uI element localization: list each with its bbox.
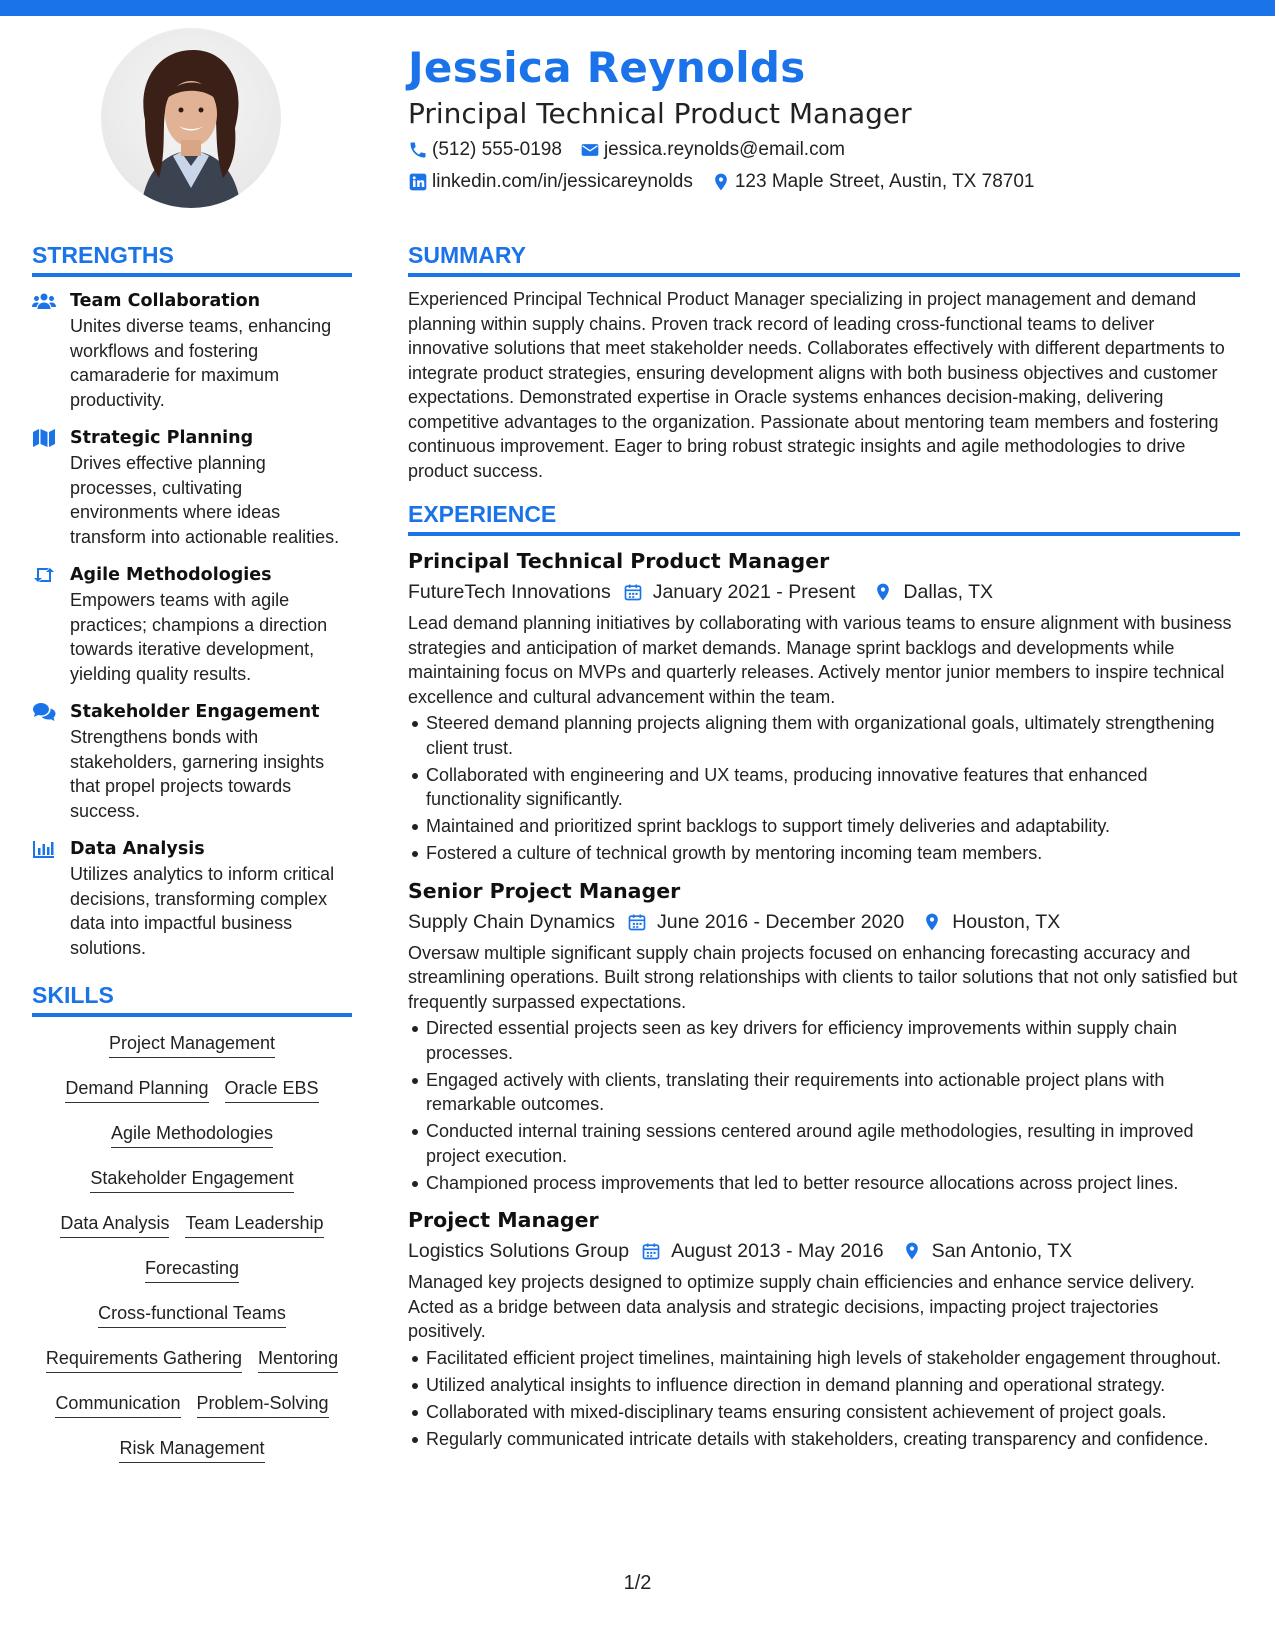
job-location [873, 577, 993, 607]
right-column [408, 240, 1240, 1454]
skill-tag: Requirements Gathering [46, 1346, 242, 1373]
job-entry [408, 546, 1240, 866]
job-location [902, 1236, 1073, 1266]
email-text[interactable]: jessica.reynolds@email.com [603, 139, 845, 160]
skill-row [32, 1436, 352, 1481]
strength-desc: Unites diverse teams, enhancing workflows and fostering camaraderie for maximum productivity. [70, 316, 332, 410]
job-company: Supply Chain Dynamics [408, 910, 616, 933]
job-description: Oversaw multiple significant supply chain projects focused on enhancing forecasting accuracy and streamlining operations. Built strong relationships with clients to tailor solutions that not only satisfied but frequently surpassed expectations. [408, 942, 1238, 1012]
skill-row [32, 1211, 352, 1256]
contact-address [711, 169, 1035, 195]
candidate-title: Principal Technical Product Manager [408, 97, 912, 130]
location-pin-icon [873, 582, 893, 602]
skill-tag: Stakeholder Engagement [90, 1166, 293, 1193]
skill-tag: Oracle EBS [225, 1076, 319, 1103]
skill-tag: Agile Methodologies [111, 1121, 273, 1148]
job-company: Logistics Solutions Group [408, 1240, 630, 1262]
strength-desc: Utilizes analytics to inform critical decisions, transforming complex data into impactful business solutions. [70, 864, 335, 958]
left-column [32, 240, 352, 1481]
summary-heading: SUMMARY [408, 240, 1240, 277]
bar-chart-icon [32, 839, 56, 859]
skills-heading: SKILLS [32, 980, 352, 1017]
job-dates-text: June 2016 - December 2020 [657, 910, 905, 933]
job-meta [408, 1236, 1240, 1266]
strength-desc: Empowers teams with agile practices; champions a direction towards iterative development, yielding quality results. [70, 590, 328, 684]
skill-tag: Project Management [109, 1031, 275, 1058]
experience-heading: EXPERIENCE [408, 499, 1240, 536]
retweet-icon [32, 565, 56, 585]
job-location-text: Houston, TX [952, 910, 1061, 933]
strengths-heading: STRENGTHS [32, 240, 352, 277]
skill-tag: Cross-functional Teams [98, 1301, 286, 1328]
location-pin-icon [922, 912, 942, 932]
calendar-icon [627, 912, 647, 932]
contact-row-1 [408, 137, 1238, 163]
job-description: Managed key projects designed to optimize supply chain efficiencies and enhance service delivery. Acted as a bridge between data analysis and strategic decisions, impacting project trajectories positively. [408, 1272, 1195, 1341]
job-dates-text: August 2013 - May 2016 [671, 1240, 884, 1262]
bullet-item: Maintained and prioritized sprint backlogs to support timely deliveries and adaptability. [426, 814, 1240, 839]
header [408, 42, 1238, 195]
skill-row [32, 1031, 352, 1076]
comments-icon [32, 702, 56, 722]
strengths-list [32, 289, 352, 960]
skill-tag: Data Analysis [60, 1211, 169, 1238]
contact-email[interactable] [580, 137, 845, 163]
page-number: 1/2 [623, 1572, 652, 1594]
skill-tag: Risk Management [119, 1436, 264, 1463]
strength-item [32, 837, 352, 960]
job-location [922, 907, 1060, 937]
location-pin-icon [711, 172, 731, 192]
job-role: Senior Project Manager [408, 878, 681, 903]
strength-desc: Drives effective planning processes, cultivating environments where ideas transform into actionable realities. [70, 453, 340, 547]
skill-row [32, 1301, 352, 1346]
strength-item [32, 426, 352, 549]
job-dates-text: January 2021 - Present [652, 581, 856, 603]
job-bullets [408, 1016, 1240, 1195]
bullet-item: Engaged actively with clients, translating their requirements into actionable project plans with remarkable outcomes. [426, 1068, 1240, 1117]
skill-tag: Mentoring [258, 1346, 338, 1373]
calendar-icon [641, 1241, 661, 1261]
strength-title: Team Collaboration [70, 291, 261, 311]
strength-item [32, 289, 352, 412]
strength-title: Strategic Planning [70, 428, 254, 448]
job-dates [623, 577, 856, 607]
bullet-item: Utilized analytical insights to influence direction in demand planning and operational strategy. [426, 1373, 1240, 1398]
strength-item [32, 700, 352, 823]
job-dates [627, 907, 904, 937]
summary-text: Experienced Principal Technical Product Manager specializing in project management and demand planning within supply chains. Proven track record of leading cross-functional teams to deliver innovative solutions that meet stakeholder needs. Collaborates effectively with different departments to integrate product strategies, ensuring development aligns with both business objectives and customer expectations. Demonstrated expertise in Oracle systems enhances decision-making, delivering competitive advantages to the organization. Passionate about mentoring team members and fostering continuous improvement. Eager to bring robust strategic insights and agile methodologies to drive product success. [408, 289, 1225, 481]
skill-tag: Demand Planning [65, 1076, 208, 1103]
job-bullets [408, 1346, 1240, 1452]
job-company: FutureTech Innovations [408, 581, 611, 603]
skill-tag: Problem-Solving [197, 1391, 329, 1418]
job-role: Principal Technical Product Manager [408, 549, 830, 573]
map-icon [32, 428, 56, 448]
strength-title: Data Analysis [70, 839, 205, 859]
contact-row-2 [408, 169, 1238, 195]
strength-desc: Strengthens bonds with stakeholders, garnering insights that propel projects towards success. [70, 727, 325, 821]
envelope-icon [580, 140, 600, 160]
job-entry [408, 876, 1240, 1196]
bullet-item: Collaborated with engineering and UX teams, producing innovative features that enhanced functionality significantly. [426, 763, 1240, 812]
phone-icon [408, 140, 428, 160]
job-location-text: San Antonio, TX [931, 1240, 1073, 1262]
bullet-item: Regularly communicated intricate details with stakeholders, creating transparency and confidence. [426, 1427, 1240, 1452]
bullet-item: Conducted internal training sessions centered around agile methodologies, resulting in improved project execution. [426, 1119, 1240, 1168]
skill-row [32, 1121, 352, 1166]
skill-tag: Communication [55, 1391, 180, 1418]
bullet-item: Championed process improvements that led to better resource allocations across project lines. [426, 1171, 1240, 1196]
skills-list [32, 1031, 352, 1481]
strength-title: Stakeholder Engagement [70, 702, 320, 722]
bullet-item: Facilitated efficient project timelines, maintaining high levels of stakeholder engagement throughout. [426, 1346, 1240, 1371]
contact-linkedin[interactable] [408, 169, 693, 195]
job-location-text: Dallas, TX [903, 581, 993, 603]
skill-tag: Team Leadership [185, 1211, 323, 1238]
linkedin-icon [408, 172, 428, 192]
skill-row [32, 1076, 352, 1121]
strength-item [32, 563, 352, 686]
job-dates [641, 1236, 883, 1266]
calendar-icon [623, 582, 643, 602]
skill-row [32, 1391, 352, 1436]
phone-text: (512) 555-0198 [432, 139, 562, 160]
skill-row [32, 1256, 352, 1301]
job-role: Project Manager [408, 1208, 599, 1232]
profile-photo [101, 28, 281, 208]
bullet-item: Fostered a culture of technical growth by mentoring incoming team members. [426, 841, 1240, 866]
job-meta [408, 907, 1240, 937]
contact-phone [408, 137, 562, 163]
strength-title: Agile Methodologies [70, 565, 272, 585]
bullet-item: Directed essential projects seen as key drivers for efficiency improvements within supply chain processes. [426, 1016, 1240, 1065]
bullet-item: Steered demand planning projects aligning them with organizational goals, ultimately strengthening client trust. [426, 711, 1240, 760]
candidate-name: Jessica Reynolds [408, 43, 806, 92]
users-icon [32, 291, 56, 311]
top-accent-bar [0, 0, 1275, 16]
job-description: Lead demand planning initiatives by collaborating with various teams to ensure alignment with business strategies and anticipation of market demands. Manage sprint backlogs and developments while maintaining focus on MVPs and quarterly releases. Actively mentor junior members to inspire technical excellence and cultural advancement within the team. [408, 613, 1232, 707]
job-bullets [408, 711, 1240, 866]
address-text: 123 Maple Street, Austin, TX 78701 [734, 171, 1035, 192]
skill-row [32, 1346, 352, 1391]
location-pin-icon [902, 1241, 922, 1261]
job-entry [408, 1205, 1240, 1451]
linkedin-text[interactable]: linkedin.com/in/jessicareynolds [432, 171, 693, 192]
skill-row [32, 1166, 352, 1211]
bullet-item: Collaborated with mixed-disciplinary teams ensuring consistent achievement of project goals. [426, 1400, 1240, 1425]
skill-tag: Forecasting [145, 1256, 239, 1283]
job-meta [408, 577, 1240, 607]
